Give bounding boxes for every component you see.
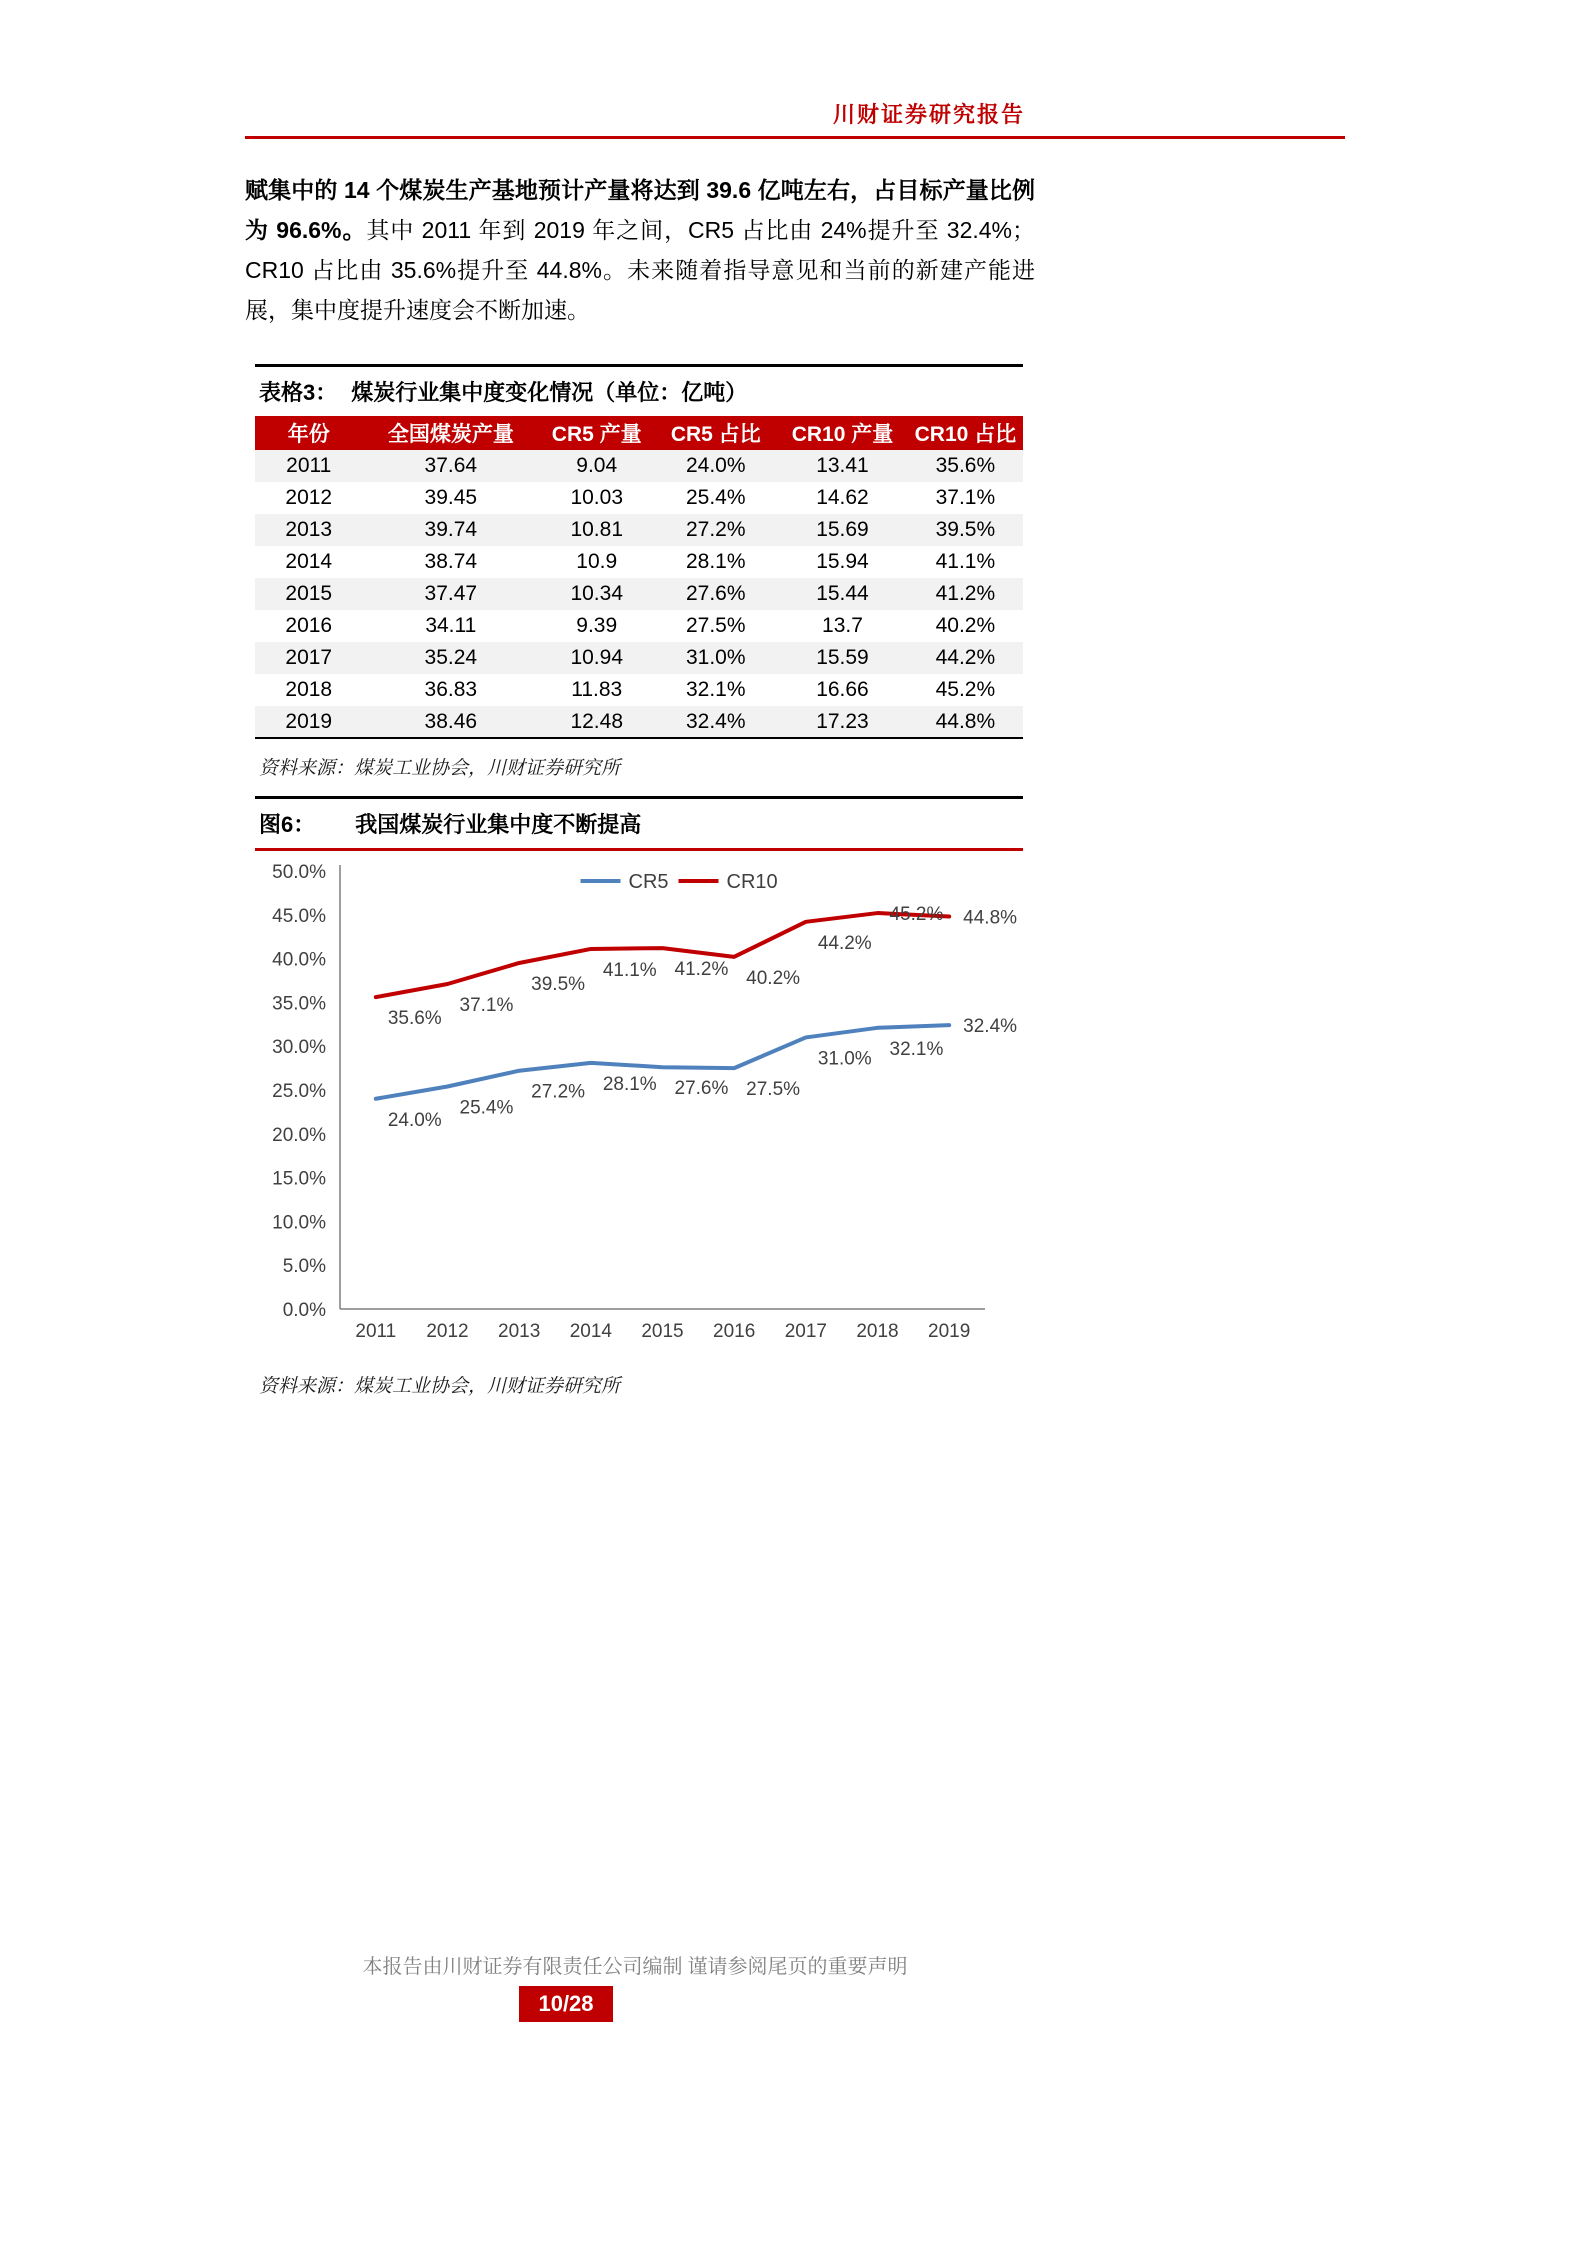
svg-text:2018: 2018 [856, 1321, 899, 1342]
svg-text:15.0%: 15.0% [272, 1168, 326, 1190]
table-cell: 25.4% [685, 486, 746, 509]
table-col-header-1: 全国煤炭产量 [363, 416, 540, 450]
table-row [255, 578, 1023, 610]
table-cell: 44.2% [935, 646, 996, 669]
table-cell: 9.39 [576, 614, 618, 637]
figure6-block [255, 796, 1023, 1398]
table-cell: 27.6% [685, 582, 746, 605]
svg-text:20.0%: 20.0% [272, 1124, 326, 1146]
table-cell: 34.11 [425, 614, 477, 637]
svg-text:2014: 2014 [569, 1321, 612, 1342]
table3-title [255, 367, 1023, 416]
table-row [255, 546, 1023, 578]
table-cell: 27.2% [685, 518, 746, 541]
svg-text:35.0%: 35.0% [272, 993, 326, 1015]
svg-text:25.0%: 25.0% [272, 1081, 326, 1102]
figure6-title [255, 799, 1023, 851]
table3-label: 表格3： [259, 380, 338, 405]
svg-text:32.1%: 32.1% [889, 1038, 944, 1060]
table-cell: 35.24 [424, 646, 478, 669]
svg-text:2019: 2019 [928, 1321, 971, 1342]
table-row [255, 450, 1023, 482]
table-cell: 12.48 [570, 709, 624, 733]
figure6-chart-canvas [255, 857, 1023, 1357]
table-cell: 10.34 [570, 582, 624, 605]
table-cell: 28.1% [685, 550, 746, 573]
svg-text:CR5: CR5 [628, 871, 669, 893]
figure6-source-note: 资料来源：煤炭工业协会，川财证券研究所 [259, 1376, 621, 1397]
page-number-badge: 10/28 [519, 1986, 613, 2022]
svg-text:37.1%: 37.1% [459, 995, 514, 1017]
body-paragraph-normal-text: 其中 2011 年到 2019 年之间，CR5 占比由 24%提升至 32.4%；CR10 占比由 35.6%提升至 44.8%。未来随着指导意见和当前的新建产能进展，集中度提升速度会不断加速。 [245, 217, 1035, 323]
table-row [255, 610, 1023, 642]
concentration-table [255, 416, 1023, 739]
svg-text:35.6%: 35.6% [387, 1008, 442, 1030]
table-cell: 2012 [285, 486, 333, 509]
table-cell: 2013 [285, 518, 333, 541]
table-cell: 38.46 [424, 709, 478, 733]
table-header-row [255, 416, 1023, 450]
series-line-CR10 [376, 913, 949, 997]
svg-text:40.2%: 40.2% [746, 967, 801, 989]
table-cell: 2018 [285, 678, 333, 701]
table-cell: 32.4% [685, 709, 746, 733]
table-cell: 13.41 [816, 454, 869, 477]
table-cell: 38.74 [424, 550, 478, 573]
table-cell: 36.83 [424, 678, 478, 701]
svg-text:10.0%: 10.0% [272, 1212, 326, 1234]
table-row [255, 674, 1023, 706]
table-cell: 2017 [285, 646, 333, 669]
table-cell: 45.2% [935, 678, 996, 701]
svg-text:30.0%: 30.0% [272, 1037, 326, 1059]
table-row [255, 514, 1023, 546]
svg-text:50.0%: 50.0% [272, 862, 326, 883]
table-cell: 37.1% [935, 486, 996, 509]
svg-text:28.1%: 28.1% [602, 1073, 657, 1095]
table-cell: 2016 [285, 614, 333, 637]
svg-text:44.8%: 44.8% [963, 907, 1018, 929]
table-cell: 13.7 [822, 614, 863, 637]
table-cell: 27.5% [685, 614, 746, 637]
svg-text:0.0%: 0.0% [282, 1300, 326, 1321]
table-cell: 35.6% [935, 454, 996, 477]
svg-text:27.2%: 27.2% [531, 1081, 586, 1103]
table-cell: 16.66 [816, 678, 869, 701]
svg-text:45.2%: 45.2% [889, 904, 944, 926]
svg-text:2017: 2017 [784, 1321, 827, 1342]
table-cell: 39.45 [424, 486, 478, 509]
svg-text:2013: 2013 [498, 1321, 541, 1342]
footer-disclaimer: 本报告由川财证券有限责任公司编制 谨请参阅尾页的重要声明 [362, 1956, 908, 1978]
table-cell: 15.59 [816, 646, 869, 669]
table-cell: 40.2% [935, 614, 996, 637]
svg-text:2012: 2012 [426, 1321, 469, 1342]
table-cell: 31.0% [685, 646, 746, 669]
table-row [255, 706, 1023, 738]
svg-text:45.0%: 45.0% [272, 905, 326, 927]
svg-text:25.4%: 25.4% [459, 1097, 514, 1119]
table-col-header-3: CR5 占比 [654, 416, 777, 450]
body-paragraph-bold-text: 赋集中的 14 个煤炭生产基地预计产量将达到 39.6 亿吨左右，占目标产量比例为 96.6%。 [245, 177, 1035, 243]
svg-text:40.0%: 40.0% [272, 949, 326, 971]
table-cell: 17.23 [816, 709, 869, 733]
table-col-header-4: CR10 产量 [777, 416, 908, 450]
table-cell: 2015 [285, 582, 333, 605]
table-col-header-0: 年份 [255, 416, 363, 450]
table-col-header-2: CR5 产量 [539, 416, 654, 450]
svg-text:31.0%: 31.0% [817, 1048, 872, 1070]
svg-text:27.5%: 27.5% [746, 1079, 801, 1101]
table-cell: 15.69 [816, 518, 869, 541]
svg-text:24.0%: 24.0% [387, 1109, 442, 1131]
svg-text:41.2%: 41.2% [674, 959, 729, 981]
table-cell: 44.8% [935, 709, 996, 733]
svg-text:2011: 2011 [355, 1321, 397, 1342]
svg-text:2016: 2016 [713, 1321, 756, 1342]
table-cell: 11.83 [571, 678, 623, 701]
svg-text:39.5%: 39.5% [531, 973, 586, 995]
table-cell: 2014 [285, 550, 333, 573]
table-cell: 10.81 [570, 518, 624, 541]
concentration-line-chart [255, 857, 1023, 1357]
table-cell: 15.44 [816, 582, 869, 605]
table-cell: 9.04 [576, 454, 618, 477]
table-cell: 2019 [285, 709, 333, 733]
svg-text:5.0%: 5.0% [282, 1256, 326, 1278]
table3-caption: 煤炭行业集中度变化情况（单位：亿吨） [351, 380, 748, 405]
body-paragraph [245, 170, 1035, 330]
table-cell: 14.62 [816, 486, 869, 509]
table3-block [255, 364, 1023, 780]
table-cell: 10.9 [576, 550, 618, 573]
table-cell: 32.1% [685, 678, 746, 701]
table-row [255, 642, 1023, 674]
header-divider-rule [245, 136, 1345, 139]
table-cell: 10.03 [570, 486, 624, 509]
svg-text:32.4%: 32.4% [963, 1016, 1018, 1038]
table-cell: 10.94 [570, 646, 624, 669]
table-col-header-5: CR10 占比 [908, 416, 1023, 450]
table-cell: 2011 [286, 454, 332, 477]
table-cell: 15.94 [816, 550, 869, 573]
svg-text:41.1%: 41.1% [602, 959, 657, 981]
figure6-caption: 我国煤炭行业集中度不断提高 [355, 812, 642, 837]
table-cell: 41.2% [935, 582, 996, 605]
figure6-label: 图6： [259, 812, 316, 837]
report-header-title: 川财证券研究报告 [832, 102, 1025, 127]
svg-text:CR10: CR10 [726, 871, 778, 893]
svg-text:44.2%: 44.2% [817, 932, 872, 954]
table-cell: 39.74 [424, 518, 478, 541]
table-cell: 37.64 [424, 454, 478, 477]
svg-text:27.6%: 27.6% [674, 1078, 729, 1100]
svg-text:2015: 2015 [641, 1321, 684, 1342]
table3-source-note: 资料来源：煤炭工业协会，川财证券研究所 [259, 758, 621, 779]
table-row [255, 482, 1023, 514]
table-cell: 37.47 [424, 582, 478, 605]
table-cell: 24.0% [685, 454, 746, 477]
table-cell: 39.5% [935, 518, 996, 541]
table-cell: 41.1% [935, 550, 996, 573]
